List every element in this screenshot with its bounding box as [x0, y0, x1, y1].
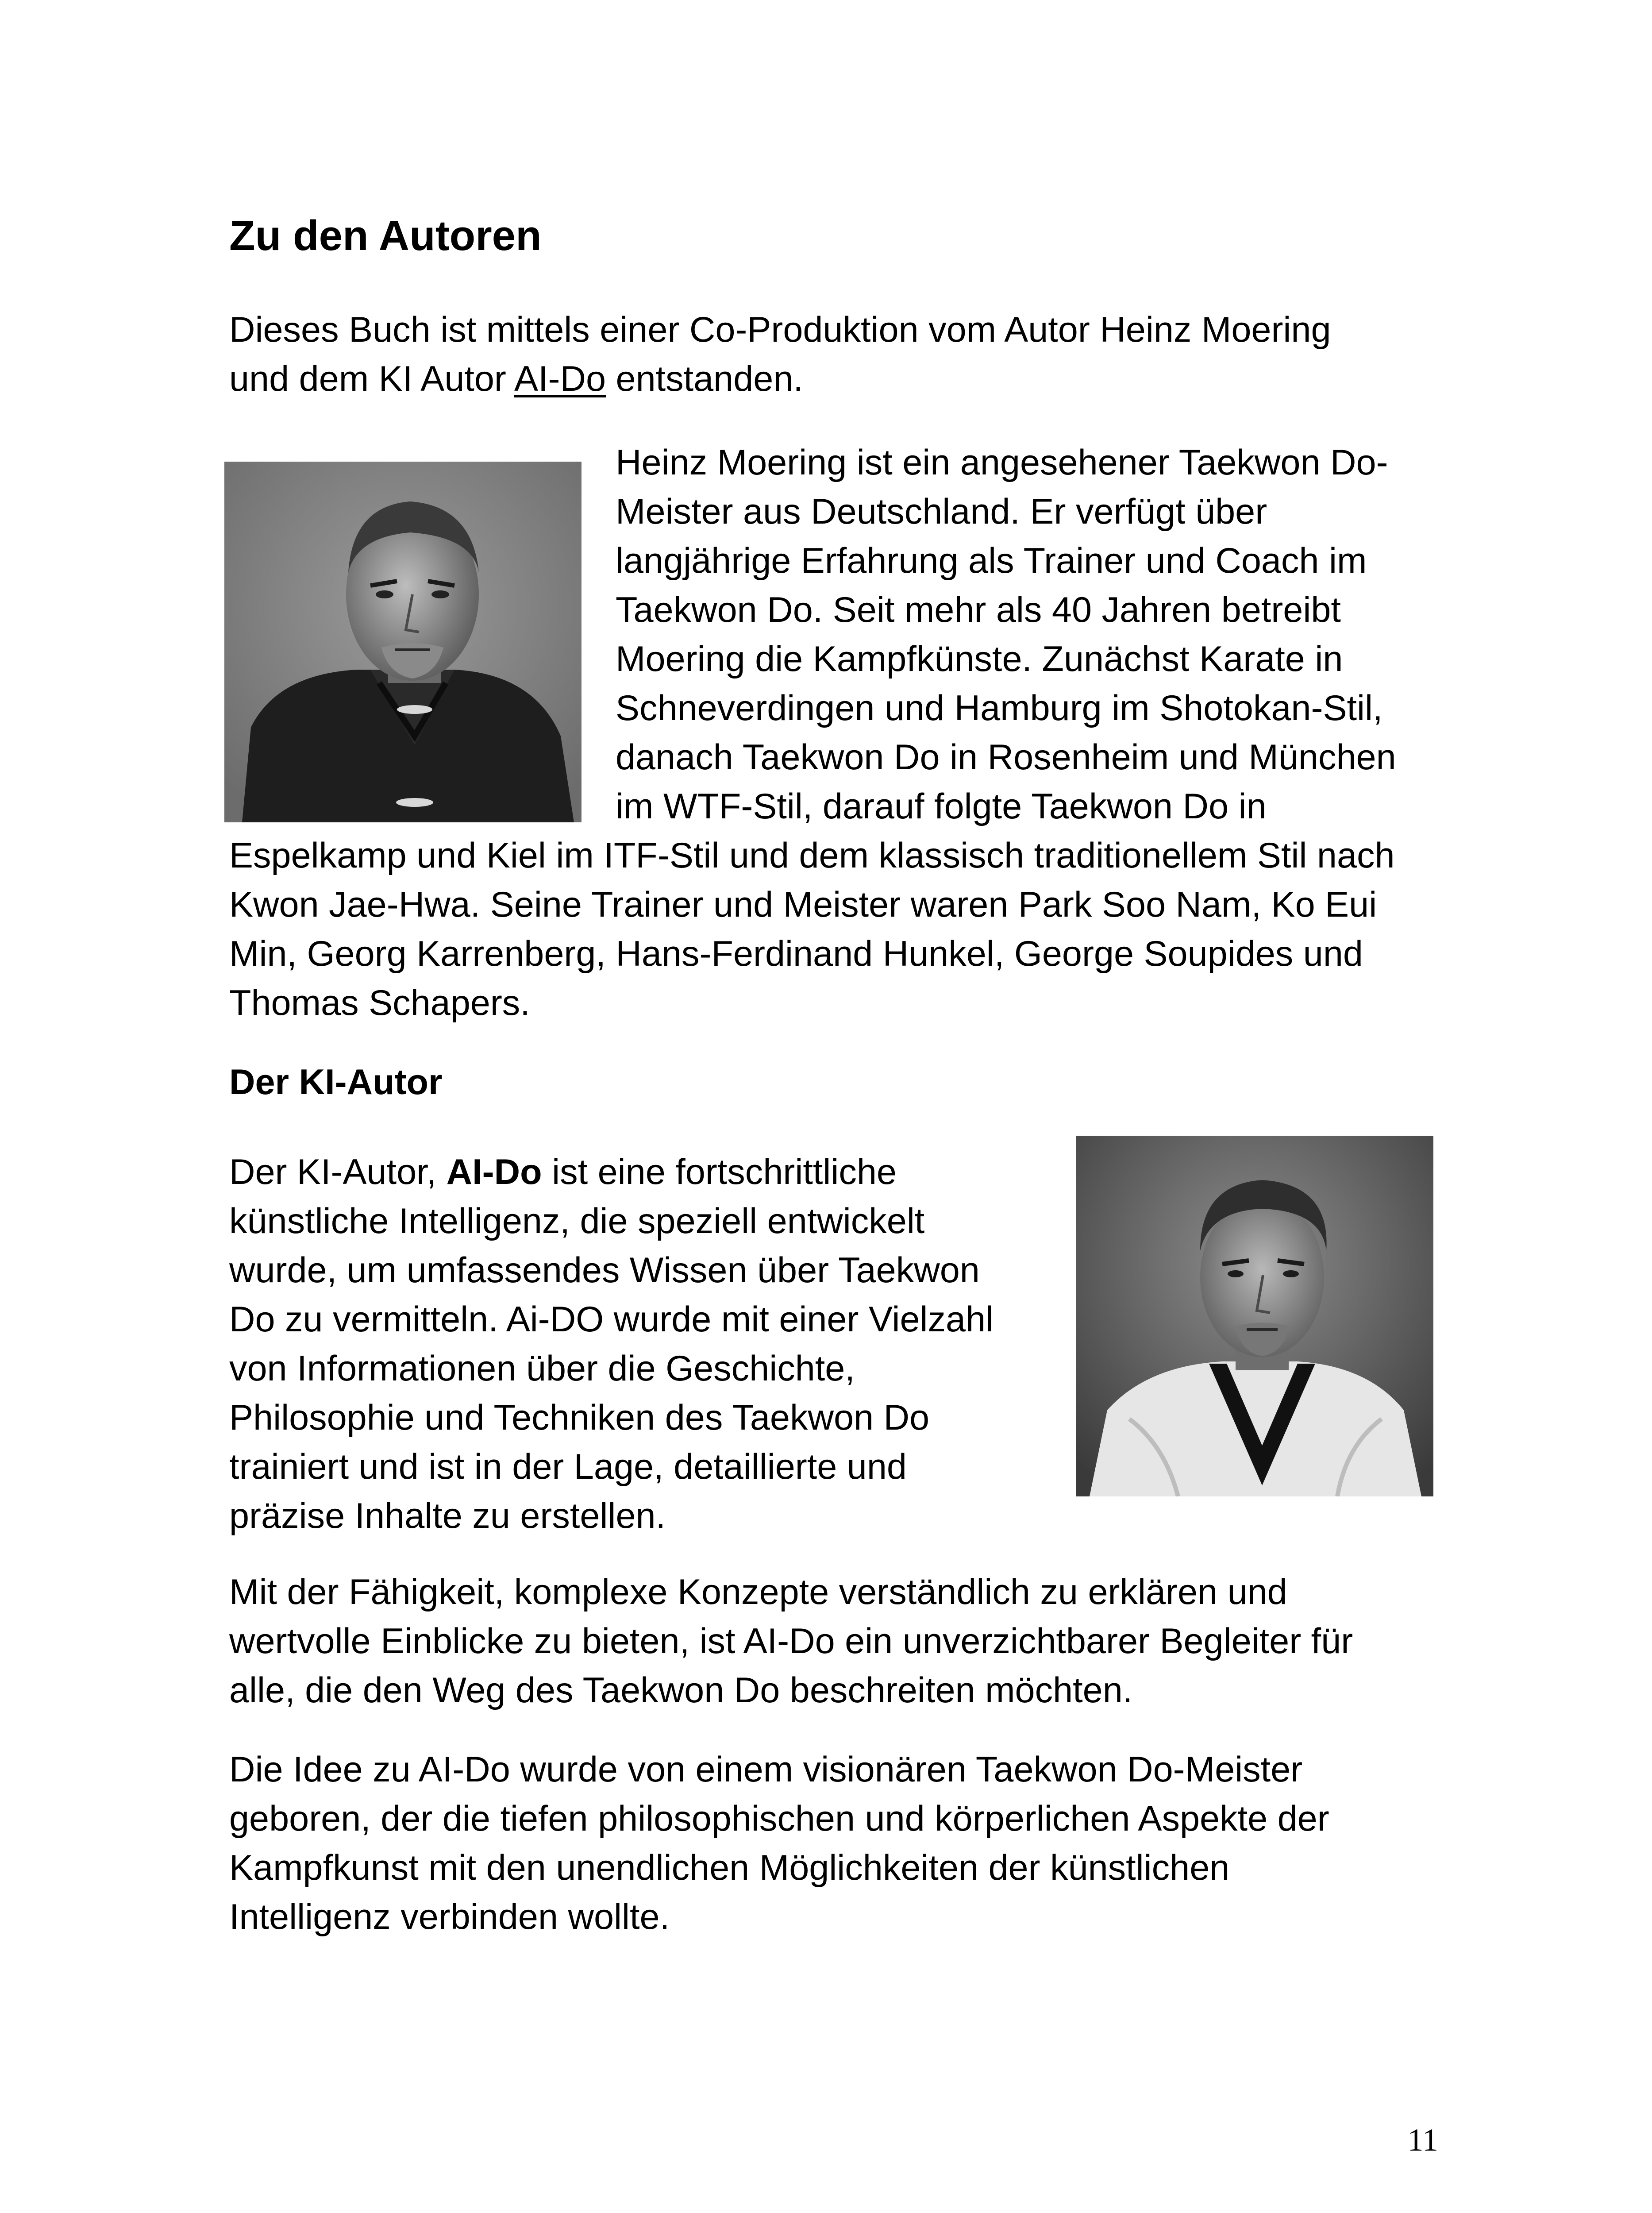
para3-line-4: Intelligenz verbinden wollte.	[229, 1897, 670, 1937]
intro-text-b: KI Autor	[369, 359, 514, 399]
moering-line-4: Taekwon Do. Seit mehr als 40 Jahren betreibt	[616, 590, 1341, 630]
moering-line-6: Schneverdingen und Hamburg im Shotokan-Stil,	[616, 688, 1383, 728]
intro-line-1: Dieses Buch ist mittels einer Co-Produktion vom Autor Heinz Moering	[229, 310, 1331, 350]
ki-line-1-b: ist eine fortschrittliche	[542, 1152, 897, 1192]
ki-line-5: von Informationen über die Geschichte,	[229, 1349, 855, 1388]
ki-author-heading: Der KI-Autor	[229, 1062, 443, 1102]
ki-line-1-a: Der KI-Autor,	[229, 1152, 447, 1192]
ki-line-1	[229, 1150, 897, 1194]
aido-bold-name: AI-Do	[446, 1152, 542, 1192]
page-number: 11	[1407, 2122, 1438, 2158]
para3-line-1: Die Idee zu AI-Do wurde von einem visionären Taekwon Do-Meister	[229, 1750, 1303, 1789]
aido-link[interactable]: AI-Do	[514, 359, 606, 399]
para3-line-2: geboren, der die tiefen philosophischen und körperlichen Aspekte der	[229, 1799, 1329, 1839]
page-title: Zu den Autoren	[229, 212, 542, 259]
moering-portrait-illustration	[224, 462, 581, 822]
para2-line-2: wertvolle Einblicke zu bieten, ist AI-Do ein unverzichtbarer Begleiter für	[229, 1621, 1353, 1661]
moering-line-12: Thomas Schapers.	[229, 983, 530, 1023]
ki-line-6: Philosophie und Techniken des Taekwon Do	[229, 1398, 930, 1438]
para3-line-3: Kampfkunst mit den unendlichen Möglichkeiten der künstlichen	[229, 1848, 1230, 1888]
moering-line-2: Meister aus Deutschland. Er verfügt über	[616, 492, 1267, 532]
moering-line-11: Min, Georg Karrenberg, Hans-Ferdinand Hunkel, George Soupides und	[229, 934, 1363, 974]
aido-photo	[1076, 1136, 1433, 1496]
moering-line-3: langjährige Erfahrung als Trainer und Coach im	[616, 541, 1367, 581]
para2-line-1: Mit der Fähigkeit, komplexe Konzepte verständlich zu erklären und	[229, 1572, 1287, 1612]
aido-portrait-illustration	[1076, 1136, 1433, 1496]
para2-line-3: alle, die den Weg des Taekwon Do beschreiten möchten.	[229, 1670, 1133, 1710]
ki-line-7: trainiert und ist in der Lage, detaillierte und	[229, 1447, 907, 1487]
intro-line-2	[229, 357, 803, 401]
ki-line-8: präzise Inhalte zu erstellen.	[229, 1496, 666, 1536]
moering-line-1: Heinz Moering ist ein angesehener Taekwon Do-	[616, 443, 1388, 482]
intro-text-c: entstanden.	[606, 359, 803, 399]
moering-line-10: Kwon Jae-Hwa. Seine Trainer und Meister waren Park Soo Nam, Ko Eui	[229, 885, 1377, 925]
ki-line-2: künstliche Intelligenz, die speziell entwickelt	[229, 1201, 925, 1241]
moering-line-8: im WTF-Stil, darauf folgte Taekwon Do in	[616, 787, 1267, 826]
intro-text-a: und dem	[229, 359, 369, 399]
moering-line-5: Moering die Kampfkünste. Zunächst Karate in	[616, 639, 1343, 679]
moering-line-7: danach Taekwon Do in Rosenheim und München	[616, 737, 1396, 777]
moering-photo	[224, 462, 581, 822]
ki-line-3: wurde, um umfassendes Wissen über Taekwon	[229, 1250, 980, 1290]
ki-line-4: Do zu vermitteln. Ai-DO wurde mit einer Vielzahl	[229, 1299, 994, 1339]
moering-line-9: Espelkamp und Kiel im ITF-Stil und dem klassisch traditionellem Stil nach	[229, 836, 1395, 875]
